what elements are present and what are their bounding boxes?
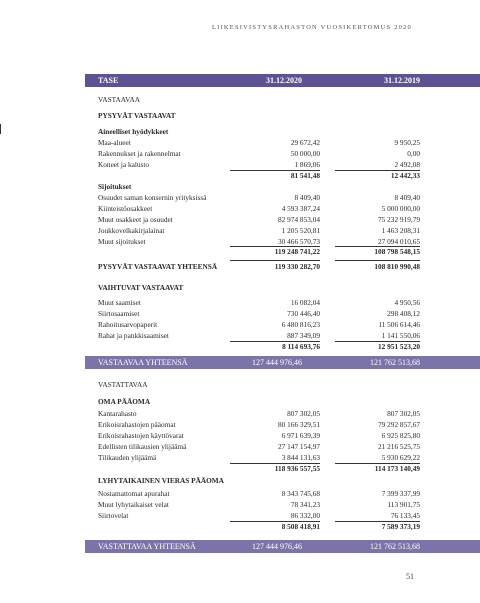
table-row: Maa-alueet 29 672,42 9 950,25 bbox=[98, 138, 420, 147]
column-header-2020: 31.12.2020 bbox=[266, 76, 302, 85]
table-row: Erikoisrahastojen pääomat 80 166 329,51 79 292 857,67 bbox=[98, 420, 420, 429]
table-row: Siirtovelat 86 332,00 76 133,45 bbox=[98, 511, 420, 520]
table-row: Kantarahasto 807 302,05 807 302,05 bbox=[98, 409, 420, 418]
table-row: Rahat ja pankkisaamiset 887 349,09 1 141 550,06 bbox=[98, 331, 420, 340]
table-row: Kiinteistöosakkeet 4 593 387,24 5 000 000,00 bbox=[98, 204, 420, 213]
table-row: Muut osakkeet ja osuudet 82 974 853,04 75 232 919,79 bbox=[98, 215, 420, 224]
section-heading-equity: OMA PÄÄOMA bbox=[98, 397, 151, 406]
table-row: Joukkovelkakirjalainat 1 205 520,81 1 463 208,31 bbox=[98, 226, 420, 235]
subtotal-current-assets: 8 114 693,76 12 951 523,20 bbox=[282, 342, 420, 351]
table-row: Nostamattomat apurahat 8 343 745,68 7 399 337,99 bbox=[98, 489, 420, 498]
table-row: Muut lyhytaikaiset velat 78 341,23 113 901,75 bbox=[98, 500, 420, 509]
section-heading-short-term-liabilities: LYHYTAIKAINEN VIERAS PÄÄOMA bbox=[98, 476, 224, 485]
subheading-investments: Sijoitukset bbox=[98, 182, 132, 191]
table-row: Osuudet saman konsernin yrityksissä 8 409,40 8 409,40 bbox=[98, 193, 420, 202]
table-row: Koneet ja kalusto 1 869,06 2 492,08 bbox=[98, 160, 420, 169]
section-heading-assets: VASTAAVAA bbox=[98, 95, 140, 104]
subtotal-investments: 119 248 741,22 108 798 548,15 bbox=[274, 247, 420, 256]
table-row: Rakennukset ja rakennelmat 50 000,00 0,00 bbox=[98, 149, 420, 158]
section-heading-fixed-assets: PYSYVÄT VASTAAVAT bbox=[98, 111, 176, 120]
subtotal-short-term-liabilities: 8 508 418,91 7 589 373,19 bbox=[281, 522, 420, 531]
table-row: Siirtosaamiset 730 446,40 298 408,12 bbox=[98, 309, 420, 318]
page-number: 51 bbox=[406, 572, 414, 581]
table-row: Erikoisrahastojen käyttövarat 6 971 639,39 6 925 825,80 bbox=[98, 431, 420, 440]
assets-total-band: VASTAAVAA YHTEENSÄ 127 444 976,46 121 762 513,68 bbox=[85, 356, 480, 369]
table-title: TASE bbox=[98, 76, 119, 85]
table-row: Edellisten tilikausien ylijäämä 27 147 154,97 21 216 525,75 bbox=[98, 442, 420, 451]
subheading-tangible: Aineelliset hyödykkeet bbox=[98, 127, 169, 136]
subtotal-equity: 118 936 557,55 114 173 140,49 bbox=[274, 464, 420, 473]
subtotal-tangible: 81 541,48 12 442,33 bbox=[290, 171, 420, 180]
table-row: Tilikauden ylijäämä 3 844 131,63 5 930 629,22 bbox=[98, 453, 420, 462]
table-row: Rahoitusarvopaperit 6 480 816,23 11 506 614,46 bbox=[98, 320, 420, 329]
column-header-2019: 31.12.2019 bbox=[384, 76, 420, 85]
table-row: Muut saamiset 16 082,04 4 950,56 bbox=[98, 298, 420, 307]
liabilities-total-band: VASTATTAVAA YHTEENSÄ 127 444 976,46 121 762 513,68 bbox=[85, 540, 480, 553]
table-row: Muut sijoitukset 30 466 570,73 27 094 010,65 bbox=[98, 237, 420, 246]
table-header-band bbox=[85, 74, 480, 87]
running-head: LIIKESIVISTYSRAHASTON VUOSIKERTOMUS 2020 bbox=[211, 24, 412, 31]
total-fixed-assets: PYSYVÄT VASTAAVAT YHTEENSÄ 119 330 282,70 108 810 990,48 bbox=[98, 262, 420, 271]
page-edge-mark bbox=[0, 124, 1, 134]
section-heading-liabilities: VASTATTAVAA bbox=[98, 380, 148, 389]
section-heading-current-assets: VAIHTUVAT VASTAAVAT bbox=[98, 283, 184, 292]
